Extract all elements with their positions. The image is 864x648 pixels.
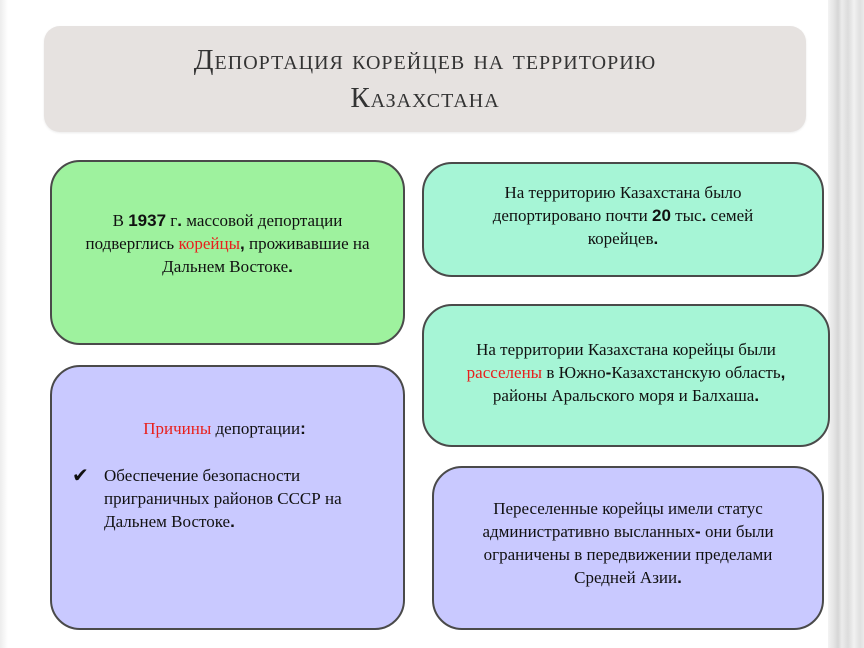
text-fragment: На территории Казахстана корейцы были xyxy=(476,340,776,359)
slide-title-line-2: Казахстана xyxy=(350,82,500,114)
slide-right-edge xyxy=(828,0,864,648)
punctuation: . xyxy=(754,386,760,405)
punctuation: . xyxy=(677,568,682,587)
text-fragment: Переселенные корейцы имели статус административно высланных xyxy=(482,499,763,541)
list-item xyxy=(62,464,387,533)
text-fragment: Казахстанскую область xyxy=(611,363,781,382)
punctuation: , xyxy=(240,234,245,253)
reason-text xyxy=(104,464,387,533)
punctuation: . xyxy=(230,512,235,531)
card-deportation-1937 xyxy=(50,160,405,345)
text-fragment: депортации xyxy=(211,419,301,438)
reasons-content xyxy=(62,417,387,533)
highlight-resettled: расселены xyxy=(466,363,543,382)
punctuation: . xyxy=(653,229,659,248)
punctuation: . xyxy=(701,206,707,225)
slide-left-edge xyxy=(0,0,8,648)
title-banner xyxy=(44,26,806,132)
text-fragment: В xyxy=(112,211,129,230)
checkmark-icon: ✔ xyxy=(72,463,89,487)
card-resettlement-regions-text xyxy=(440,338,812,413)
text-fragment: они были ограничены в передвижении пределами Средней Азии xyxy=(483,522,774,587)
text-fragment: районы Аральского моря и Балхаша xyxy=(492,386,755,405)
text-fragment: г xyxy=(166,211,178,230)
card-20-thousand-families xyxy=(422,162,824,277)
text-fragment: массовой депортации подверглись xyxy=(85,211,343,253)
punctuation: : xyxy=(300,419,306,438)
card-deportation-reasons xyxy=(50,365,405,630)
card-resettlement-regions xyxy=(422,304,830,447)
reasons-heading xyxy=(62,417,387,440)
punctuation: . xyxy=(177,211,183,230)
year-1937: 1937 xyxy=(128,211,167,230)
punctuation: . xyxy=(288,257,293,276)
card-deportation-1937-text xyxy=(70,209,385,296)
number-20: 20 xyxy=(652,206,671,225)
punctuation: - xyxy=(605,363,612,382)
text-fragment: На территорию Казахстана было депортировано почти xyxy=(492,183,742,225)
text-fragment: в Южно xyxy=(542,363,606,382)
text-fragment: проживавшие на Дальнем Востоке xyxy=(162,234,370,276)
card-20-thousand-families-text xyxy=(458,181,788,258)
text-fragment: Обеспечение безопасности приграничных районов СССР на Дальнем Востоке xyxy=(104,466,342,531)
punctuation: , xyxy=(780,363,786,382)
highlight-reasons: Причины xyxy=(143,419,212,438)
card-administrative-status xyxy=(432,466,824,630)
highlight-koreans: корейцы xyxy=(178,234,240,253)
text-fragment: тыс xyxy=(670,206,702,225)
punctuation: - xyxy=(695,522,701,541)
text-fragment: семей корейцев xyxy=(587,206,754,248)
card-administrative-status-text xyxy=(460,497,796,599)
slide-title-line-1: Депортация корейцев на территорию xyxy=(193,44,657,76)
